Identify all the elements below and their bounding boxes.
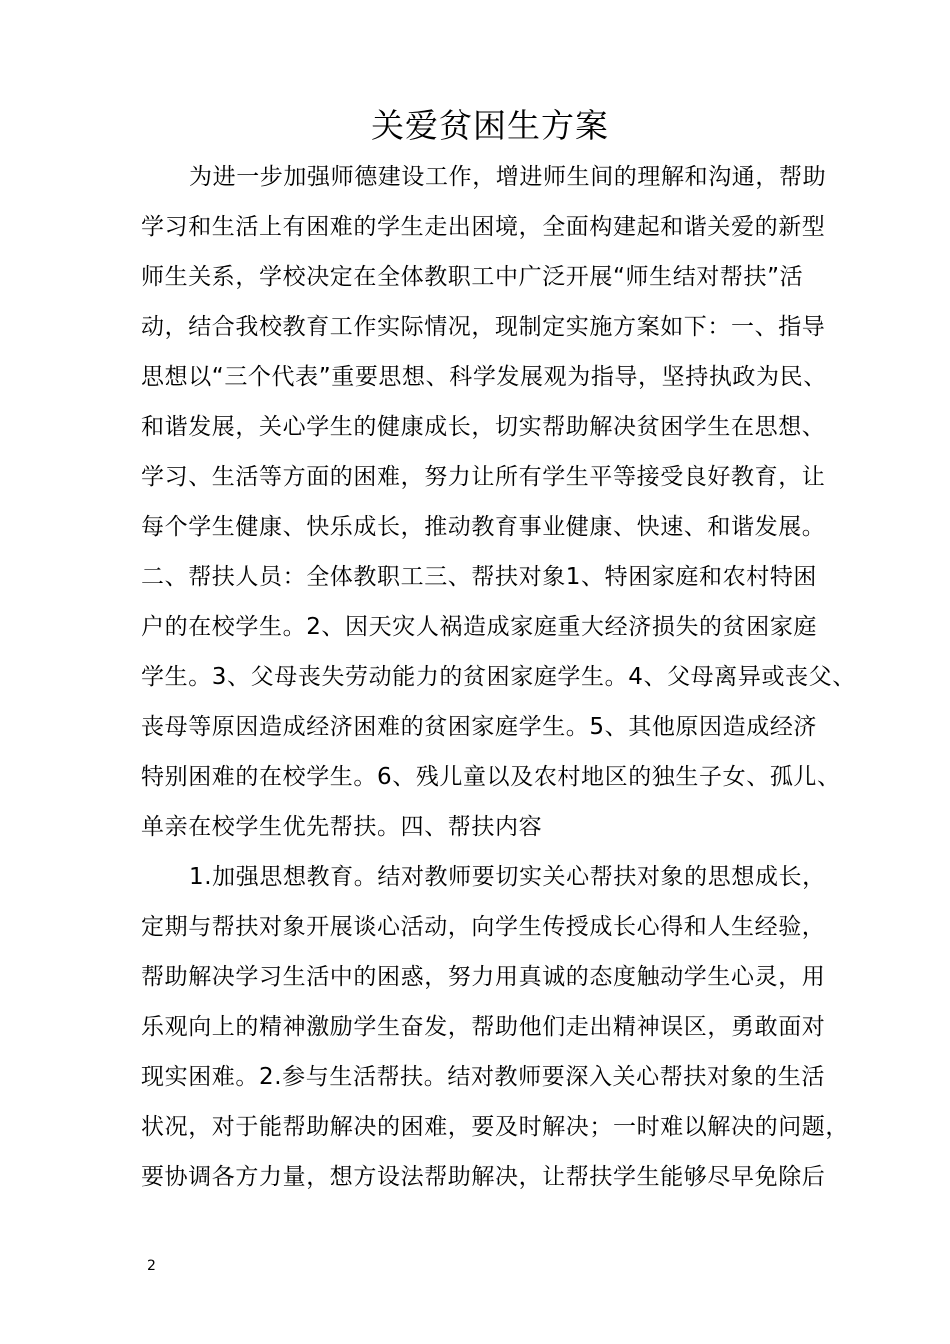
paragraph-line: 动，结合我校教育工作实际情况，现制定实施方案如下：一、指导 <box>141 314 826 340</box>
page-number: 2 <box>147 1258 156 1274</box>
paragraph-line: 帮助解决学习生活中的困惑，努力用真诚的态度触动学生心灵，用 <box>141 964 826 990</box>
document-body <box>141 152 856 1202</box>
document-title: 关爱贫困生方案 <box>371 106 609 145</box>
paragraph-line: 学习和生活上有困难的学生走出困境，全面构建起和谐关爱的新型 <box>141 214 826 240</box>
paragraph-line: 1.加强思想教育。结对教师要切实关心帮扶对象的思想成长， <box>189 864 826 890</box>
paragraph-line: 乐观向上的精神激励学生奋发，帮助他们走出精神误区，勇敢面对 <box>141 1014 826 1040</box>
paragraph-line: 二、帮扶人员：全体教职工三、帮扶对象1、特困家庭和农村特困 <box>141 564 818 590</box>
paragraph-line: 每个学生健康、快乐成长，推动教育事业健康、快速、和谐发展。 <box>141 514 826 540</box>
paragraph-line: 学习、生活等方面的困难，努力让所有学生平等接受良好教育，让 <box>141 464 826 490</box>
paragraph-line: 丧母等原因造成经济困难的贫困家庭学生。5、其他原因造成经济 <box>141 714 818 740</box>
paragraph-line: 为进一步加强师德建设工作，增进师生间的理解和沟通，帮助 <box>189 164 827 190</box>
paragraph-line: 定期与帮扶对象开展谈心活动，向学生传授成长心得和人生经验， <box>141 914 826 940</box>
paragraph-line: 和谐发展，关心学生的健康成长，切实帮助解决贫困学生在思想、 <box>141 414 826 440</box>
paragraph-line: 特别困难的在校学生。6、残儿童以及农村地区的独生子女、孤儿、 <box>141 764 841 790</box>
paragraph-line: 学生。3、父母丧失劳动能力的贫困家庭学生。4、父母离异或丧父、 <box>141 664 856 690</box>
paragraph-line: 师生关系，学校决定在全体教职工中广泛开展“师生结对帮扶”活 <box>141 264 804 290</box>
paragraph-line: 要协调各方力量，想方设法帮助解决，让帮扶学生能够尽早免除后 <box>141 1164 826 1190</box>
paragraph-line: 单亲在校学生优先帮扶。四、帮扶内容 <box>141 814 543 840</box>
paragraph-line: 户的在校学生。2、因天灾人祸造成家庭重大经济损失的贫困家庭 <box>141 614 818 640</box>
paragraph-line: 状况，对于能帮助解决的困难，要及时解决；一时难以解决的问题， <box>141 1114 849 1140</box>
paragraph-line: 思想以“三个代表”重要思想、科学发展观为指导，坚持执政为民、 <box>141 364 827 390</box>
paragraph-line: 现实困难。2.参与生活帮扶。结对教师要深入关心帮扶对象的生活 <box>141 1064 825 1090</box>
